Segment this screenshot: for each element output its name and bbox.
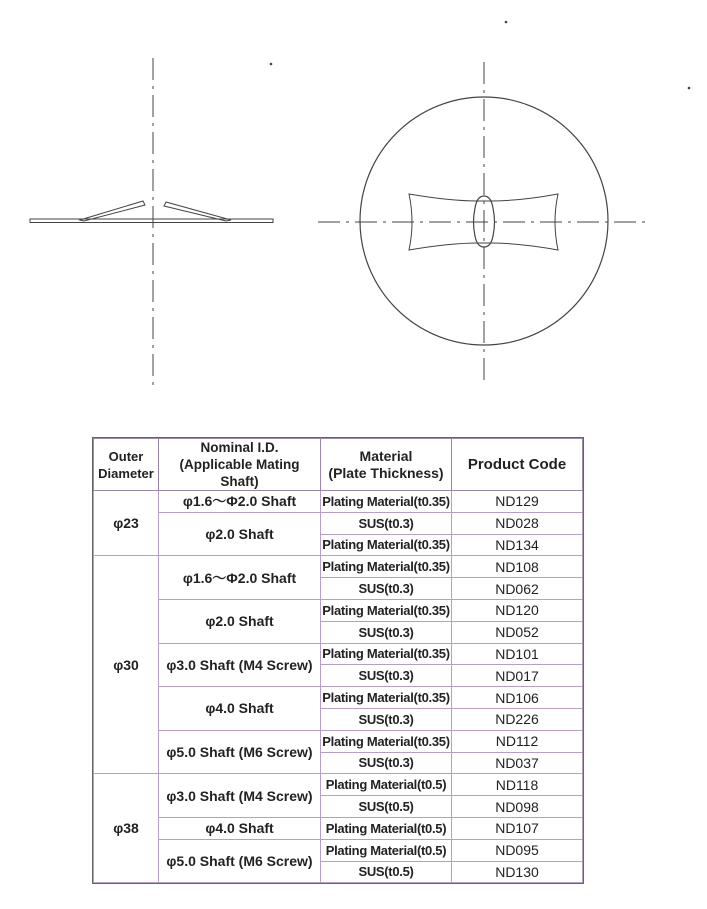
material-cell: SUS(t0.3) xyxy=(321,665,452,687)
material-cell: Plating Material(t0.5) xyxy=(321,774,452,796)
product-code-cell: ND017 xyxy=(452,665,583,687)
material-cell: Plating Material(t0.5) xyxy=(321,839,452,861)
material-cell: Plating Material(t0.5) xyxy=(321,817,452,839)
table-row xyxy=(94,774,583,796)
material-cell: SUS(t0.3) xyxy=(321,512,452,534)
table-row xyxy=(94,817,583,839)
material-cell: Plating Material(t0.35) xyxy=(321,556,452,578)
material-cell: Plating Material(t0.35) xyxy=(321,599,452,621)
outer-diameter-cell: φ30 xyxy=(94,556,159,774)
table-header-row xyxy=(94,439,583,491)
material-cell: Plating Material(t0.35) xyxy=(321,491,452,513)
header-nominal-id: Nominal I.D. (Applicable Mating Shaft) xyxy=(159,439,321,491)
material-cell: SUS(t0.3) xyxy=(321,621,452,643)
shaft-cell: φ5.0 Shaft (M6 Screw) xyxy=(159,839,321,883)
product-code-cell: ND095 xyxy=(452,839,583,861)
product-code-cell: ND062 xyxy=(452,578,583,600)
table-row xyxy=(94,512,583,534)
shaft-cell: φ1.6～Φ2.0 Shaft xyxy=(159,556,321,600)
table-row xyxy=(94,556,583,578)
technical-drawing xyxy=(0,0,707,420)
header-material: Material (Plate Thickness) xyxy=(321,439,452,491)
speck xyxy=(505,21,507,23)
material-cell: SUS(t0.5) xyxy=(321,861,452,883)
product-code-cell: ND028 xyxy=(452,512,583,534)
table-row xyxy=(94,687,583,709)
header-product-code: Product Code xyxy=(452,439,583,491)
product-code-cell: ND112 xyxy=(452,730,583,752)
side-view xyxy=(30,58,273,388)
product-code-cell: ND118 xyxy=(452,774,583,796)
table-row xyxy=(94,599,583,621)
side-view-left-tab xyxy=(80,201,145,221)
speck xyxy=(688,87,690,89)
top-view xyxy=(318,21,690,386)
side-view-right-tab xyxy=(164,202,231,221)
speck xyxy=(270,63,272,65)
table-row xyxy=(94,491,583,513)
shaft-cell: φ3.0 Shaft (M4 Screw) xyxy=(159,774,321,818)
shaft-cell: φ2.0 Shaft xyxy=(159,599,321,643)
table-row xyxy=(94,730,583,752)
spec-table xyxy=(93,438,583,883)
product-code-cell: ND130 xyxy=(452,861,583,883)
product-code-cell: ND129 xyxy=(452,491,583,513)
shaft-cell: φ1.6～Φ2.0 Shaft xyxy=(159,491,321,513)
shaft-cell: φ5.0 Shaft (M6 Screw) xyxy=(159,730,321,774)
product-code-cell: ND101 xyxy=(452,643,583,665)
shaft-cell: φ3.0 Shaft (M4 Screw) xyxy=(159,643,321,687)
product-code-cell: ND106 xyxy=(452,687,583,709)
material-cell: SUS(t0.3) xyxy=(321,752,452,774)
material-cell: Plating Material(t0.35) xyxy=(321,534,452,556)
material-cell: SUS(t0.3) xyxy=(321,578,452,600)
outer-diameter-cell: φ38 xyxy=(94,774,159,883)
shaft-cell: φ4.0 Shaft xyxy=(159,817,321,839)
table-row xyxy=(94,839,583,861)
table-row xyxy=(94,643,583,665)
shaft-cell: φ4.0 Shaft xyxy=(159,687,321,731)
product-code-cell: ND108 xyxy=(452,556,583,578)
material-cell: Plating Material(t0.35) xyxy=(321,730,452,752)
side-view-base-plate xyxy=(30,219,273,223)
material-cell: SUS(t0.5) xyxy=(321,796,452,818)
material-cell: SUS(t0.3) xyxy=(321,708,452,730)
product-code-cell: ND098 xyxy=(452,796,583,818)
product-code-cell: ND107 xyxy=(452,817,583,839)
product-code-cell: ND226 xyxy=(452,708,583,730)
header-outer-diameter: Outer Diameter xyxy=(94,439,159,491)
material-cell: Plating Material(t0.35) xyxy=(321,643,452,665)
product-code-cell: ND120 xyxy=(452,599,583,621)
product-code-cell: ND052 xyxy=(452,621,583,643)
material-cell: Plating Material(t0.35) xyxy=(321,687,452,709)
outer-diameter-cell: φ23 xyxy=(94,491,159,556)
product-code-cell: ND037 xyxy=(452,752,583,774)
product-code-cell: ND134 xyxy=(452,534,583,556)
shaft-cell: φ2.0 Shaft xyxy=(159,512,321,556)
